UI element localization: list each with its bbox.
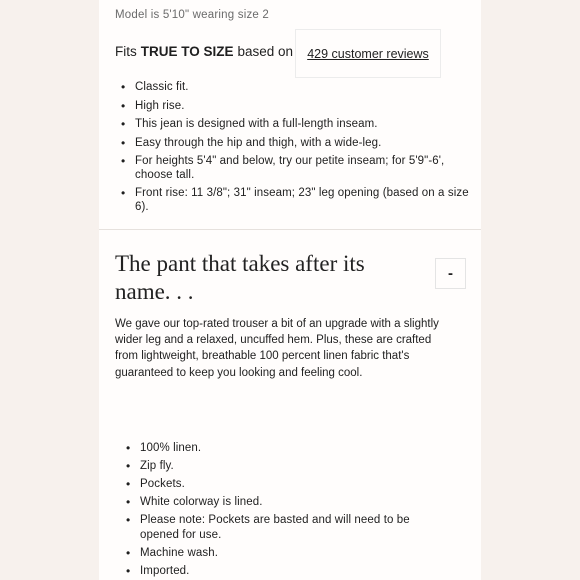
- list-item: • Classic fit.: [121, 81, 471, 95]
- list-item: • White colorway is lined.: [126, 495, 446, 510]
- list-item: • Easy through the hip and thigh, with a wide-leg.: [121, 137, 471, 151]
- fit-summary: [115, 44, 293, 59]
- fit-prefix: Fits: [115, 44, 137, 59]
- model-size-note: Model is 5'10" wearing size 2: [115, 9, 269, 21]
- list-item: • Imported.: [126, 564, 446, 579]
- product-description: We gave our top-rated trouser a bit of an upgrade with a slightly wider leg and a relaxed, uncuffed hem. Plus, these are crafted from lightweight, breathable 100 percent linen fabric that's guaranteed to keep you looking and feeling cool.: [115, 318, 439, 379]
- fit-feature-list: [121, 81, 471, 219]
- details-feature-list: [126, 441, 446, 580]
- list-item: • Please note: Pockets are basted and will need to be opened for use.: [126, 513, 446, 542]
- section-divider: [99, 229, 481, 230]
- list-item: • Machine wash.: [126, 546, 446, 561]
- list-item: • This jean is designed with a full-length inseam.: [121, 118, 471, 132]
- details-section-title: The pant that takes after its name. . .: [115, 251, 365, 304]
- list-item: • For heights 5'4" and below, try our petite inseam; for 5'9"-6', choose tall.: [121, 155, 471, 182]
- list-item: • High rise.: [121, 100, 471, 114]
- list-item: • Zip fly.: [126, 459, 446, 474]
- list-item: • Pockets.: [126, 477, 446, 492]
- list-item: • Front rise: 11 3/8"; 31" inseam; 23" leg opening (based on a size 6).: [121, 187, 471, 214]
- fit-highlight: TRUE TO SIZE: [140, 44, 234, 59]
- fit-suffix: based on: [237, 44, 294, 59]
- customer-reviews-link[interactable]: 429 customer reviews: [295, 29, 441, 78]
- list-item: • 100% linen.: [126, 441, 446, 456]
- product-details-card: [99, 0, 481, 580]
- collapse-section-button[interactable]: -: [435, 258, 466, 289]
